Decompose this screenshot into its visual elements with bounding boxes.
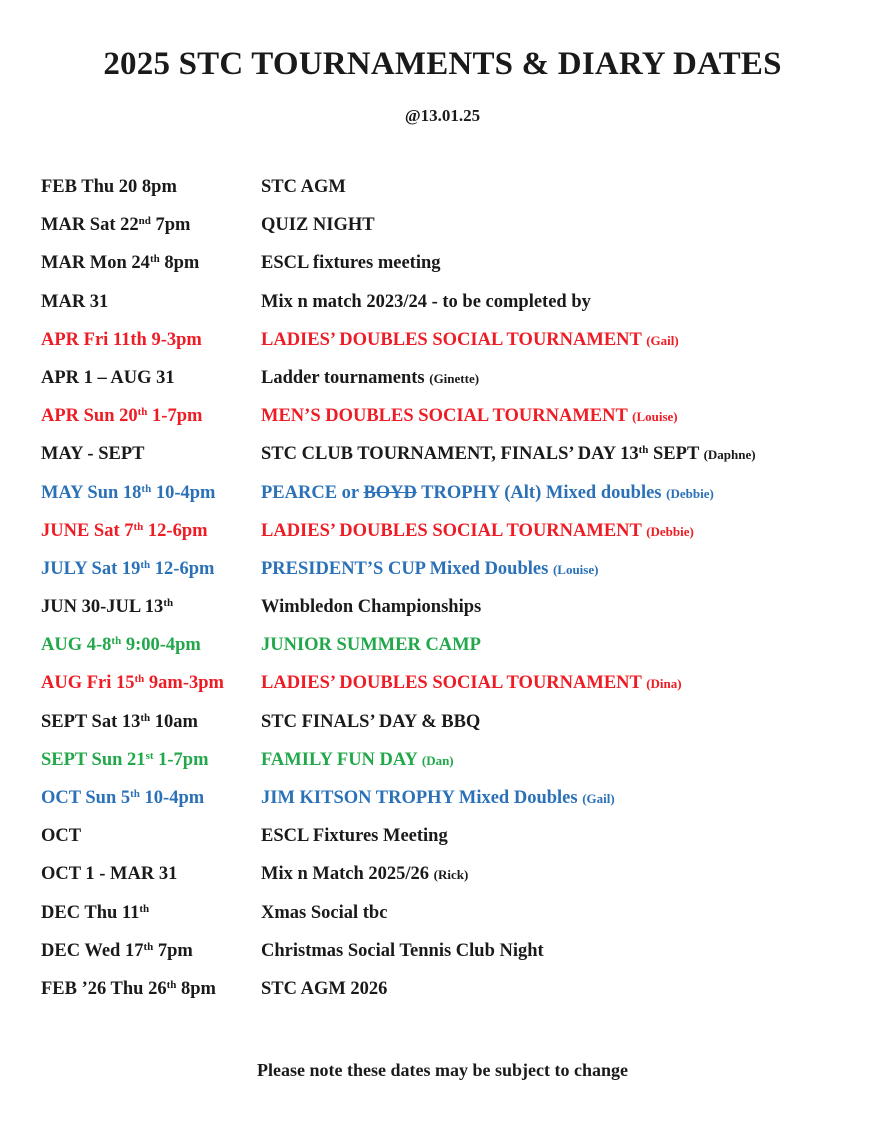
row-date: MAY Sun 18th 10-4pm (41, 482, 216, 503)
row-date: OCT 1 - MAR 31 (41, 864, 178, 885)
row-event: LADIES’ DOUBLES SOCIAL TOURNAMENT (Debbie) (261, 520, 694, 541)
row-date: FEB Thu 20 8pm (41, 177, 177, 197)
row-event: LADIES’ DOUBLES SOCIAL TOURNAMENT (Gail) (261, 329, 679, 350)
row-date: MAR Mon 24th 8pm (41, 253, 200, 274)
row-date: SEPT Sun 21st 1-7pm (41, 749, 209, 770)
row-event: FAMILY FUN DAY (Dan) (261, 749, 454, 770)
row-organiser: (Louise) (552, 561, 599, 577)
row-date: DEC Wed 17th 7pm (41, 940, 193, 961)
row-date: APR 1 – AUG 31 (41, 367, 175, 388)
row-event: PEARCE or BOYD TROPHY (Alt) Mixed doubles (Debbie) (261, 482, 714, 503)
row-date: OCT Sun 5th 10-4pm (41, 788, 205, 808)
row-organiser: (Daphne) (703, 447, 756, 463)
row-date: SEPT Sat 13th 10am (41, 711, 198, 732)
disclaimer: Please note these dates may be subject to change (257, 1060, 628, 1080)
row-event: JUNIOR SUMMER CAMP (261, 635, 481, 656)
row-date: MAR 31 (41, 291, 109, 312)
row-event: QUIZ NIGHT (261, 215, 375, 236)
row-event: LADIES’ DOUBLES SOCIAL TOURNAMENT (Dina) (261, 673, 682, 694)
row-date: MAY - SEPT (41, 444, 145, 465)
row-organiser: (Debbie) (646, 523, 694, 539)
row-event: Mix n match 2023/24 - to be completed by (261, 291, 591, 312)
row-event: STC FINALS’ DAY & BBQ (261, 711, 481, 732)
row-date: AUG 4-8th 9:00-4pm (41, 635, 201, 656)
row-date: JULY Sat 19th 12-6pm (41, 558, 215, 579)
row-date: JUN 30-JUL 13th (41, 597, 174, 618)
row-date: APR Sun 20th 1-7pm (41, 406, 203, 427)
row-event: Xmas Social tbc (261, 902, 388, 923)
row-event: Ladder tournaments (Ginette) (261, 367, 480, 388)
row-date: AUG Fri 15th 9am-3pm (41, 673, 224, 694)
row-date: APR Fri 11th 9-3pm (41, 329, 202, 350)
row-event: ESCL fixtures meeting (261, 253, 441, 274)
row-organiser: (Gail) (582, 791, 615, 806)
row-event: ESCL Fixtures Meeting (261, 826, 448, 847)
row-organiser: (Gail) (646, 332, 679, 348)
row-organiser: (Louise) (632, 409, 678, 425)
row-event: Christmas Social Tennis Club Night (261, 940, 544, 961)
page-title: 2025 STC TOURNAMENTS & DIARY DATES (103, 46, 782, 82)
row-date: JUNE Sat 7th 12-6pm (41, 520, 208, 541)
struck-text: BOYD (363, 482, 417, 503)
row-organiser: (Dan) (421, 752, 454, 768)
row-organiser: (Ginette) (429, 370, 480, 386)
row-event: PRESIDENT’S CUP Mixed Doubles (Louise) (261, 558, 599, 579)
row-event: STC AGM 2026 (261, 978, 388, 999)
row-organiser: (Dina) (646, 676, 682, 692)
row-date: MAR Sat 22nd 7pm (41, 215, 191, 236)
row-event: STC AGM (261, 177, 346, 197)
row-event: MEN’S DOUBLES SOCIAL TOURNAMENT (Louise) (261, 406, 678, 427)
row-date: FEB ’26 Thu 26th 8pm (41, 978, 216, 999)
date-stamp: @13.01.25 (404, 106, 481, 125)
row-event: JIM KITSON TROPHY Mixed Doubles (Gail) (261, 788, 615, 808)
row-date: DEC Thu 11th (41, 902, 150, 923)
row-event: Mix n Match 2025/26 (Rick) (261, 864, 469, 885)
row-event: Wimbledon Championships (261, 597, 482, 618)
row-event: STC CLUB TOURNAMENT, FINALS’ DAY 13th SEPT (Daphne) (261, 444, 756, 465)
row-date: OCT (41, 826, 82, 847)
row-organiser: (Debbie) (666, 485, 714, 501)
row-organiser: (Rick) (433, 867, 469, 883)
